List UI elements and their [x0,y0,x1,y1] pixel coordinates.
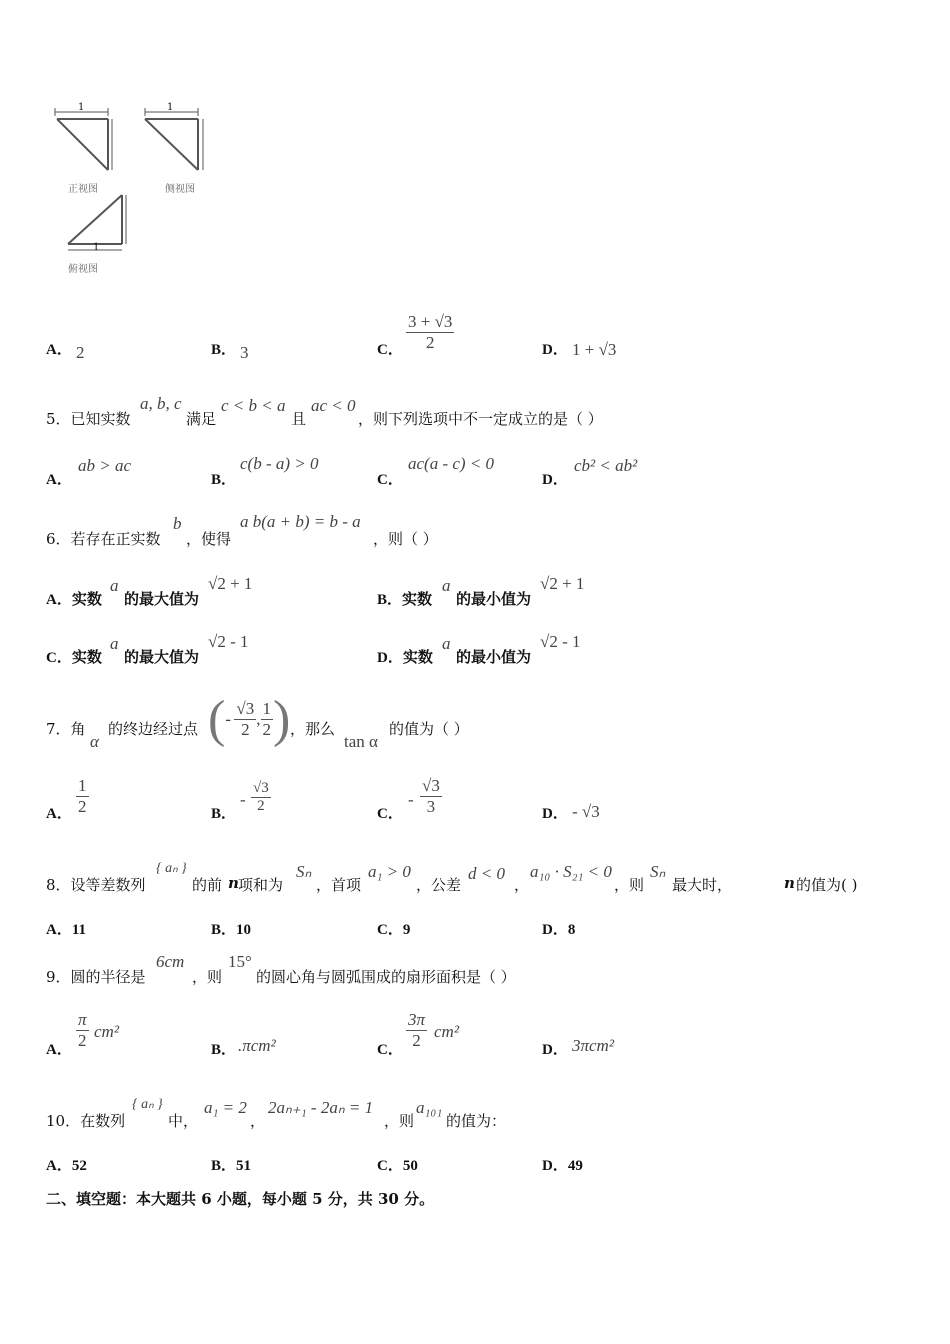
q9-radius: 6cm [156,952,185,971]
side-view-caption: 侧视图 [165,184,195,195]
q6-option-c-value: √2 - 1 [208,632,249,651]
q8-text-9: 的值为( ) [796,876,858,894]
q5-stem [46,396,926,426]
dim-label-1: 1 [78,102,85,113]
q10-text-4: ，则 [384,1112,415,1130]
q8-option-b: B．10 [211,922,252,938]
q9-option-c-frac [406,1010,427,1051]
q7-b-den: 2 [257,798,265,814]
q7-option-c-sign: - [408,790,414,809]
q7-option-c-value [420,776,442,817]
q7-option-b-value [251,780,271,815]
q9-option-a-label: A． [46,1042,72,1058]
q9-stem [46,950,926,990]
q5-options [46,452,906,492]
q10-options [46,1154,906,1178]
q6-var-b: b [173,514,182,533]
q8-text-7: ，则 [614,876,645,894]
q6-option-a-value: √2 + 1 [208,574,253,593]
q8-text-1: 8．设等差数列 [46,876,146,894]
q10-cond-1: a₁ = 2 [204,1098,247,1117]
q4-option-b-label: B． [211,342,237,358]
q10-text-1: 10．在数列 [46,1112,126,1130]
section-2-heading: 二、填空题：本大题共 6 小题，每小题 5 分，共 30 分。 [46,1190,435,1208]
q7-text-3: ，那么 [290,720,336,738]
q6-option-b-text: 的最小值为 [456,592,532,608]
q7-text-1: 7．角 [46,720,86,738]
q9-angle: 15° [228,952,252,971]
q6-option-b-value: √2 + 1 [540,574,585,593]
q9-options [46,1010,906,1060]
q7-stem [46,690,926,754]
q6-option-a-text: 的最大值为 [124,592,200,608]
q7-c-den: 3 [426,797,436,816]
q8-text-6: ， [514,876,530,894]
q6-option-b-label: B．实数 [377,592,433,608]
q10-text-3: ， [250,1112,266,1130]
q6-text-2: ，使得 [186,530,232,548]
q6-option-a-var: a [110,576,119,595]
q5-option-b-value: c(b - a) > 0 [240,454,319,473]
q8-sn-2: Sₙ [650,862,666,881]
q6-option-d-var: a [442,634,451,653]
q5-option-d-value: cb² < ab² [574,456,638,475]
q10-option-c: C．50 [377,1158,418,1174]
q7-point-y-num: 1 [262,699,271,718]
q8-text-8: 最大时， [672,876,733,894]
q9-a-den: 2 [78,1031,87,1050]
q8-cond-2: d < 0 [468,864,505,883]
q5-text-1: 5．已知实数 [46,410,131,428]
q8-stem [46,856,926,892]
q5-text-2: 满足 [186,410,217,428]
q7-a-num: 1 [78,776,87,795]
q10-option-d: D．49 [542,1158,583,1174]
q8-options [46,918,906,942]
q9-option-d-value: 3πcm² [572,1036,614,1055]
q7-point-y-den: 2 [262,720,271,739]
q10-text-5: 的值为： [446,1112,507,1130]
q4-option-d-value: 1 + √3 [572,340,617,359]
q6-option-c-var: a [110,634,119,653]
q7-alpha: α [90,732,99,751]
q5-option-a-value: ab > ac [78,456,132,475]
q7-text-4: 的值为（ ） [389,720,469,738]
q7-option-b-sign: - [240,790,246,809]
q7-option-a-value [76,776,89,817]
q10-seq: { aₙ } [132,1097,163,1112]
q6-option-c-label: C．实数 [46,650,102,666]
q10-stem [46,1094,926,1130]
q4-c-numerator: 3 + √3 [408,312,453,331]
q4-option-a-value: 2 [76,343,85,362]
q8-text-5: ，公差 [416,876,462,894]
q9-text-2: ，则 [192,968,223,986]
q8-cond-3: a₁₀ · S₂₁ < 0 [530,862,612,881]
q8-cond-1: a₁ > 0 [368,862,411,881]
q5-option-c-label: C． [377,472,403,488]
q8-option-c: C．9 [377,922,411,938]
q5-option-a-label: A． [46,472,72,488]
dim-label-2: 1 [167,102,174,113]
q8-n-1: n [228,874,239,892]
q9-option-d-label: D． [542,1042,568,1058]
q6-option-d-value: √2 - 1 [540,632,581,651]
q5-option-d-label: D． [542,472,568,488]
q9-option-c-label: C． [377,1042,403,1058]
q10-option-a: A．52 [46,1158,87,1174]
q5-text-3: 且 [291,410,307,428]
q7-b-num: √3 [253,780,269,796]
q6-option-d-label: D．实数 [377,650,433,666]
q5-cond-2: ac < 0 [311,396,356,415]
q4-option-b-value: 3 [240,343,249,362]
q9-c-num: 3π [408,1010,426,1029]
q8-seq: { aₙ } [156,861,187,876]
q7-option-d-value: - √3 [572,802,600,821]
q8-sn: Sₙ [296,862,312,881]
q4-options [46,310,906,370]
q4-option-a-label: A． [46,342,72,358]
q9-c-den: 2 [412,1031,421,1050]
q7-text-2: 的终边经过点 [108,720,199,738]
q6-options [46,572,906,672]
q9-option-c-unit: cm² [434,1022,459,1041]
q8-text-3: 项和为 [238,876,284,894]
q8-text-4: ，首项 [316,876,362,894]
q6-text-3: ，则（ ） [373,530,438,548]
q8-text-2: 的前 [192,876,223,894]
q4-option-c-label: C． [377,342,403,358]
q7-point-x-num: √3 [236,699,255,718]
q7-tan: tan α [344,732,378,751]
q7-option-a-label: A． [46,806,72,822]
q4-c-denominator: 2 [425,333,435,352]
q6-equation: a b(a + b) = b - a [240,512,361,531]
q9-a-num: π [78,1010,87,1029]
q7-option-c-label: C． [377,806,403,822]
q10-option-b: B．51 [211,1158,252,1174]
q6-option-a-label: A．实数 [46,592,102,608]
q6-option-d-text: 的最小值为 [456,650,532,666]
q10-cond-3: a₁₀₁ [416,1098,443,1117]
q8-option-d: D．8 [542,922,576,938]
q7-point: (- $\frac{√3}{2}$ , $\frac{1}{2}$ ) [208,691,291,748]
q7-c-num: √3 [422,776,440,795]
q9-option-b-value: .πcm² [238,1036,276,1055]
q5-text-4: ，则下列选项中不一定成立的是（ ） [358,410,603,428]
q5-option-c-value: ac(a - c) < 0 [408,454,495,473]
q9-option-a-unit: cm² [94,1022,119,1041]
q10-text-2: 中， [168,1112,199,1130]
q5-option-b-label: B． [211,472,237,488]
dim-label-3: 1 [93,242,100,253]
q4-option-d-label: D． [542,342,568,358]
q9-text-1: 9．圆的半径是 [46,968,146,986]
three-view-figure [50,100,220,280]
front-view-caption: 正视图 [68,184,98,195]
q7-point-x-den: 2 [241,720,250,739]
q4-option-c-value [406,312,454,353]
q6-option-b-var: a [442,576,451,595]
q7-options [46,776,906,826]
q6-option-c-text: 的最大值为 [124,650,200,666]
q5-cond-1: c < b < a [221,396,286,415]
q9-text-3: 的圆心角与圆弧围成的扇形面积是（ ） [256,968,516,986]
q6-text-1: 6．若存在正实数 [46,530,161,548]
q8-n-2: n [784,874,795,892]
q7-option-b-label: B． [211,806,237,822]
q8-option-a: A．11 [46,922,87,938]
q10-cond-2: 2aₙ₊₁ - 2aₙ = 1 [268,1098,374,1117]
top-view-caption: 俯视图 [68,264,98,275]
q5-vars: a, b, c [140,394,182,413]
q6-stem [46,512,926,546]
q7-option-d-label: D． [542,806,568,822]
q9-option-a-frac [76,1010,89,1051]
q9-option-b-label: B． [211,1042,237,1058]
q7-a-den: 2 [78,797,87,816]
